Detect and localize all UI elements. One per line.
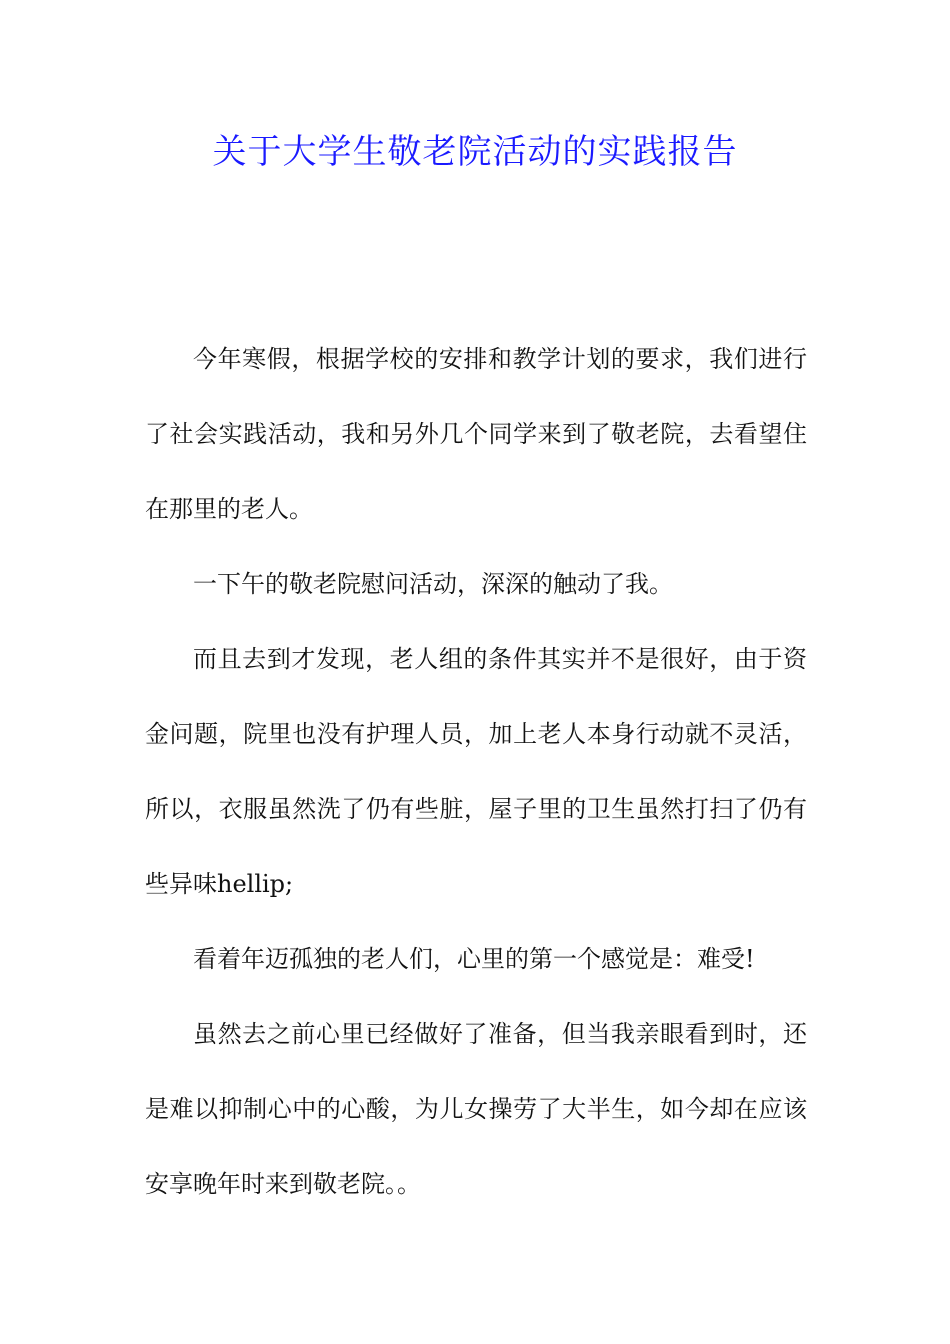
paragraph-2: 一下午的敬老院慰问活动，深深的触动了我。	[193, 570, 673, 598]
document-title: 关于大学生敬老院活动的实践报告	[212, 132, 738, 172]
paragraph-1: 今年寒假，根据学校的安排和教学计划的要求，我们进行了社会实践活动，我和另外几个同学来到了敬老院，去看望住在那里的老人。	[145, 345, 807, 523]
paragraph-5: 虽然去之前心里已经做好了准备，但当我亲眼看到时，还是难以抑制心中的心酸，为儿女操劳了大半生，如今却在应该安享晚年时来到敬老院。。	[145, 1020, 807, 1198]
paragraph-4: 看着年迈孤独的老人们，心里的第一个感觉是：难受!	[193, 945, 755, 973]
paragraph-3: 而且去到才发现，老人组的条件其实并不是很好，由于资金问题，院里也没有护理人员，加上老人本身行动就不灵活，所以，衣服虽然洗了仍有些脏，屋子里的卫生虽然打扫了仍有些异味hellip;	[145, 645, 807, 898]
document-body	[145, 322, 807, 1222]
